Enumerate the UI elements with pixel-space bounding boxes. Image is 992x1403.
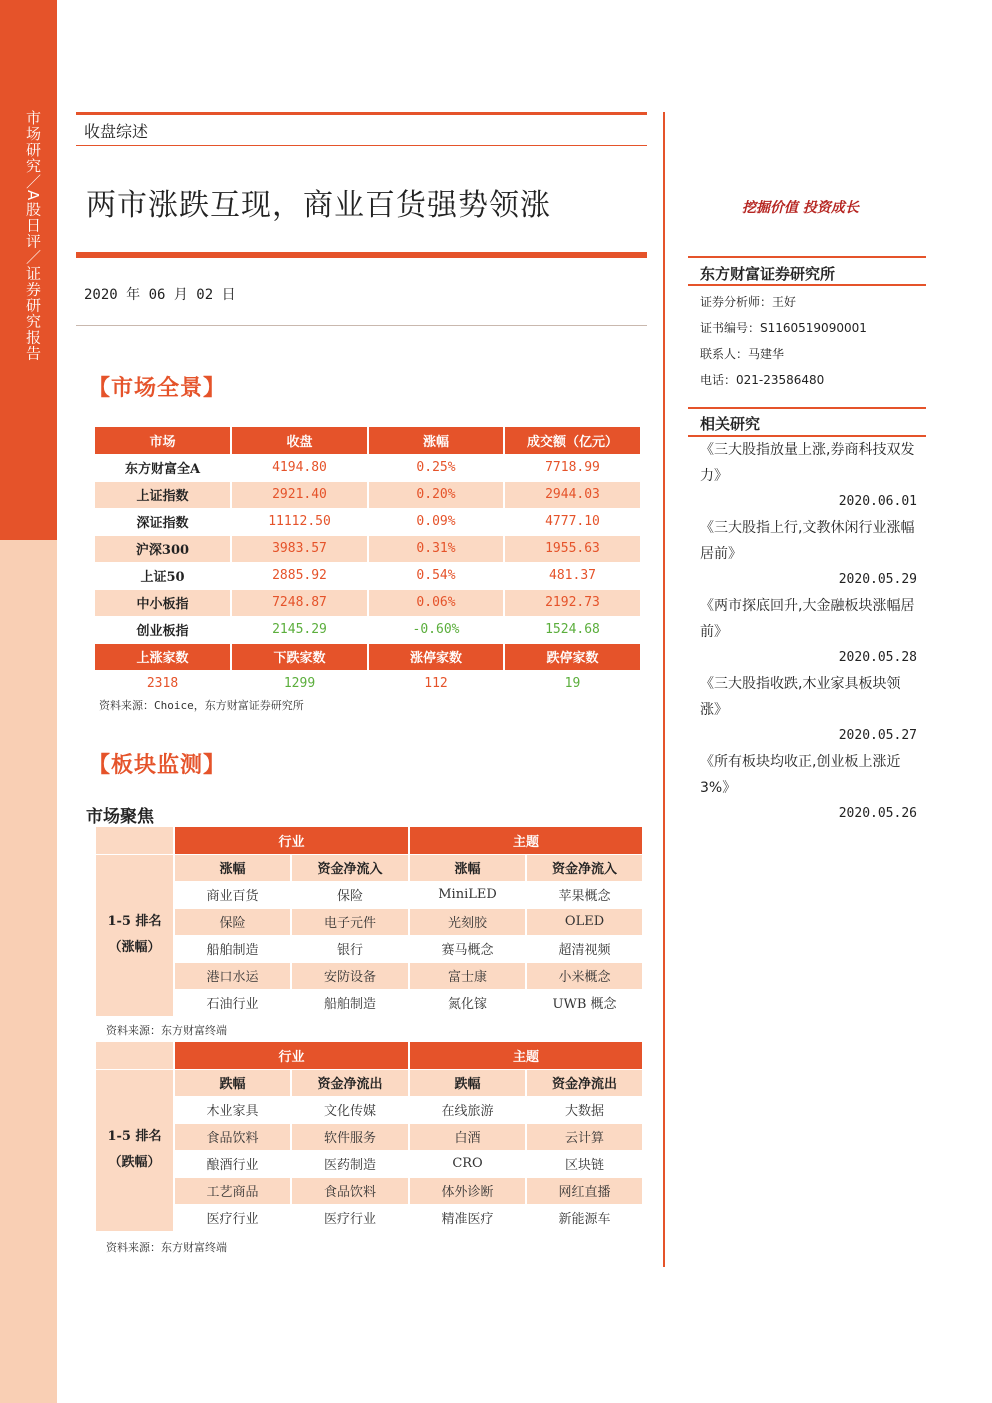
table-cell: 软件服务 [291,1123,409,1150]
sub-header: 涨幅 [174,854,291,881]
sub-header: 资金净流入 [291,854,409,881]
sub-header: 跌幅 [409,1069,526,1096]
table-cell: OLED [526,908,643,935]
index-close: 3983.57 [231,535,368,562]
breadth-header: 上涨家数 [95,643,231,670]
org-rule-bottom [688,284,926,286]
rank-label-cell [96,854,174,1016]
index-change: -0.60% [368,616,504,643]
sidebar-label: 市场研究／A股日评／证券研究报告 [24,110,42,362]
limit-up-count: 112 [368,670,504,697]
losers-source: 资料来源：东方财富终端 [106,1241,227,1254]
table-row [96,989,643,1016]
column-header: 成交额（亿元） [504,427,641,454]
sub-header: 跌幅 [174,1069,291,1096]
table-cell: 银行 [291,935,409,962]
index-volume: 1524.68 [504,616,641,643]
breadth-header: 跌停家数 [504,643,641,670]
index-close: 4194.80 [231,454,368,481]
related-report-link[interactable]: 《三大股指收跌,木业家具板块领涨》 [700,676,901,718]
table-corner [96,827,174,854]
index-name: 东方财富全A [95,454,231,481]
table-cell: 商业百货 [174,881,291,908]
index-name: 创业板指 [95,616,231,643]
group-header-theme: 主题 [409,1042,643,1069]
table-cell: UWB 概念 [526,989,643,1016]
index-name: 上证50 [95,562,231,589]
report-kicker: 收盘综述 [84,122,149,141]
group-header-theme: 主题 [409,827,643,854]
index-volume: 7718.99 [504,454,641,481]
table-corner [96,1042,174,1069]
advancers-count: 2318 [95,670,231,697]
index-name: 中小板指 [95,589,231,616]
related-report-link[interactable]: 《两市探底回升,大金融板块涨幅居前》 [700,598,915,640]
cert-number: 证书编号：S1160519090001 [700,321,867,335]
table-row [95,481,641,508]
index-close: 11112.50 [231,508,368,535]
table-cell: 氮化镓 [409,989,526,1016]
table-cell: CRO [409,1150,526,1177]
table-cell: 网红直播 [526,1177,643,1204]
index-name: 深证指数 [95,508,231,535]
related-report-link[interactable]: 《所有板块均收正,创业板上涨近3%》 [700,754,901,796]
market-source: 资料来源：Choice，东方财富证券研究所 [99,699,304,712]
table-row [96,1096,643,1123]
related-report-date: 2020.06.01 [838,494,917,509]
table-row [95,616,641,643]
sub-header: 资金净流入 [526,854,643,881]
table-cell: 新能源车 [526,1204,643,1231]
market-table [95,427,642,698]
table-cell: 食品饮料 [174,1123,291,1150]
sub-header: 涨幅 [409,854,526,881]
related-report-date: 2020.05.26 [838,806,917,821]
table-cell: 工艺商品 [174,1177,291,1204]
table-cell: 富士康 [409,962,526,989]
index-close: 2885.92 [231,562,368,589]
related-report-date: 2020.05.27 [838,728,917,743]
breadth-row [95,670,641,697]
index-change: 0.25% [368,454,504,481]
related-report-link[interactable]: 《三大股指放量上涨,券商科技双发力》 [700,442,915,484]
table-row [96,1177,643,1204]
table-cell: 苹果概念 [526,881,643,908]
gainers-table [96,827,644,1017]
related-report-date: 2020.05.28 [838,650,917,665]
related-report-link[interactable]: 《三大股指上行,文教休闲行业涨幅居前》 [700,520,915,562]
table-cell: 木业家具 [174,1096,291,1123]
index-name: 上证指数 [95,481,231,508]
table-cell: 医疗行业 [291,1204,409,1231]
column-header: 涨幅 [368,427,504,454]
table-cell: 石油行业 [174,989,291,1016]
table-row [96,908,643,935]
table-cell: 港口水运 [174,962,291,989]
column-header: 市场 [95,427,231,454]
table-cell: 保险 [291,881,409,908]
report-date: 2020 年 06 月 02 日 [84,287,236,303]
table-row [96,1150,643,1177]
limit-down-count: 19 [504,670,641,697]
table-cell: 安防设备 [291,962,409,989]
table-row [95,454,641,481]
table-cell: 医疗行业 [174,1204,291,1231]
table-cell: 酿酒行业 [174,1150,291,1177]
table-row [96,1204,643,1231]
page-title: 两市涨跌互现，商业百货强势领涨 [86,188,551,223]
breadth-header: 下跌家数 [231,643,368,670]
index-volume: 1955.63 [504,535,641,562]
table-cell: 大数据 [526,1096,643,1123]
column-header: 收盘 [231,427,368,454]
analyst: 证券分析师：王好 [700,295,797,309]
headline-rule [76,252,647,258]
top-rule [76,112,647,115]
subsection-title: 市场聚焦 [86,807,154,827]
table-cell: 白酒 [409,1123,526,1150]
index-change: 0.20% [368,481,504,508]
index-volume: 2192.73 [504,589,641,616]
decliners-count: 1299 [231,670,368,697]
rank-label: 1-5 排名 [107,914,162,929]
breadth-header-row [95,643,641,670]
losers-table [96,1042,644,1232]
breadth-header: 涨停家数 [368,643,504,670]
table-cell: 食品饮料 [291,1177,409,1204]
kicker-rule [76,145,647,146]
rank-label-cell [96,1069,174,1231]
index-change: 0.06% [368,589,504,616]
table-cell: 文化传媒 [291,1096,409,1123]
rank-sublabel: （跌幅） [108,1155,161,1170]
table-cell: 在线旅游 [409,1096,526,1123]
phone: 电话：021-23586480 [700,373,825,387]
market-section-title: 【市场全景】 [88,375,227,401]
table-cell: 精准医疗 [409,1204,526,1231]
sub-header: 资金净流出 [526,1069,643,1096]
gainers-source: 资料来源：东方财富终端 [106,1024,227,1037]
column-divider [663,112,665,1267]
table-row [95,535,641,562]
table-row [95,562,641,589]
table-row [95,508,641,535]
group-header-industry: 行业 [174,1042,409,1069]
table-cell: 区块链 [526,1150,643,1177]
contact-person: 联系人：马建华 [700,347,785,361]
sector-section-title: 【板块监测】 [88,752,227,778]
table-row [95,589,641,616]
table-cell: MiniLED [409,881,526,908]
table-cell: 赛马概念 [409,935,526,962]
table-row [96,935,643,962]
market-header-row [95,427,641,454]
related-research-title: 相关研究 [700,415,761,433]
index-close: 2921.40 [231,481,368,508]
index-volume: 2944.03 [504,481,641,508]
related-rule-top [688,407,926,409]
rank-sublabel: （涨幅） [108,940,161,955]
brand-slogan: 挖掘价值 投资成长 [742,200,859,216]
table-cell: 超清视频 [526,935,643,962]
index-volume: 4777.10 [504,508,641,535]
table-cell: 保险 [174,908,291,935]
index-close: 2145.29 [231,616,368,643]
index-change: 0.54% [368,562,504,589]
index-volume: 481.37 [504,562,641,589]
index-name: 沪深300 [95,535,231,562]
sidebar-band-light [0,540,57,1403]
index-close: 7248.87 [231,589,368,616]
table-cell: 船舶制造 [174,935,291,962]
table-cell: 船舶制造 [291,989,409,1016]
table-cell: 小米概念 [526,962,643,989]
index-change: 0.09% [368,508,504,535]
table-cell: 光刻胶 [409,908,526,935]
index-change: 0.31% [368,535,504,562]
table-row [96,962,643,989]
table-row [96,1123,643,1150]
rank-label: 1-5 排名 [107,1129,162,1144]
table-cell: 电子元件 [291,908,409,935]
table-cell: 医药制造 [291,1150,409,1177]
date-rule [76,325,647,326]
org-rule-top [688,256,926,258]
table-cell: 体外诊断 [409,1177,526,1204]
table-cell: 云计算 [526,1123,643,1150]
related-report-date: 2020.05.29 [838,572,917,587]
group-header-industry: 行业 [174,827,409,854]
table-row [96,881,643,908]
sub-header: 资金净流出 [291,1069,409,1096]
org-name: 东方财富证券研究所 [700,265,836,283]
